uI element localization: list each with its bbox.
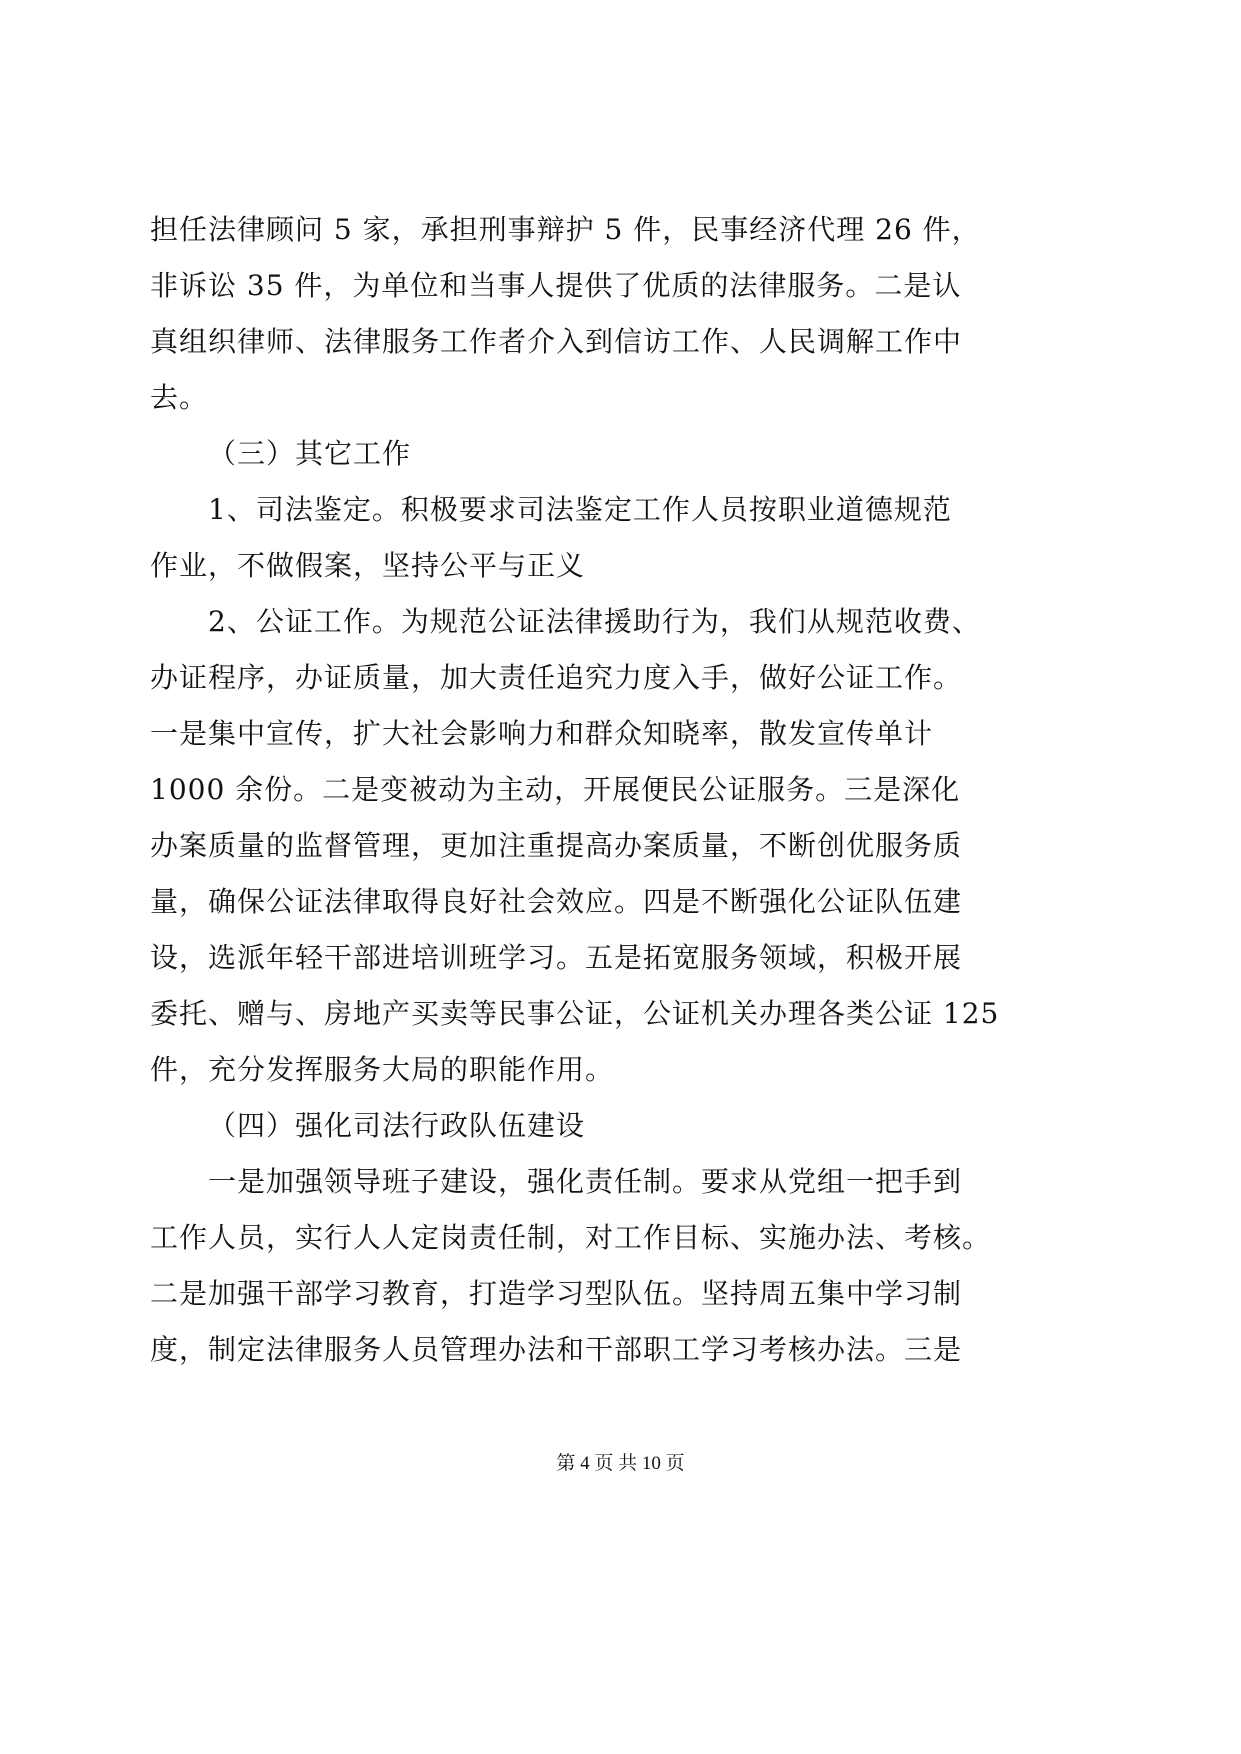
text-line: （四）强化司法行政队伍建设 — [208, 1109, 586, 1142]
text-line: 非诉讼 35 件，为单位和当事人提供了优质的法律服务。二是认 — [150, 269, 962, 302]
text-line: 去。 — [150, 381, 209, 414]
text-line: 一是加强领导班子建设，强化责任制。要求从党组一把手到 — [208, 1165, 963, 1198]
text-line: 设，选派年轻干部进培训班学习。五是拓宽服务领域，积极开展 — [150, 941, 963, 974]
text-line: 担任法律顾问 5 家，承担刑事辩护 5 件，民事经济代理 26 件， — [150, 213, 981, 246]
text-line: 工作人员，实行人人定岗责任制，对工作目标、实施办法、考核。 — [150, 1221, 992, 1254]
text-line: 2、公证工作。为规范公证法律援助行为，我们从规范收费、 — [208, 605, 981, 638]
text-line: 1000 余份。二是变被动为主动，开展便民公证服务。三是深化 — [150, 773, 961, 806]
text-line: （三）其它工作 — [208, 437, 412, 470]
text-line: 办证程序，办证质量，加大责任追究力度入手，做好公证工作。 — [150, 661, 963, 694]
text-line: 1、司法鉴定。积极要求司法鉴定工作人员按职业道德规范 — [208, 493, 952, 526]
text-line: 委托、赠与、房地产买卖等民事公证，公证机关办理各类公证 125 — [150, 997, 1000, 1030]
text-line: 件，充分发挥服务大局的职能作用。 — [150, 1053, 615, 1086]
text-line: 度，制定法律服务人员管理办法和干部职工学习考核办法。三是 — [150, 1333, 963, 1366]
text-line: 办案质量的监督管理，更加注重提高办案质量，不断创优服务质 — [150, 829, 963, 862]
text-line: 量，确保公证法律取得良好社会效应。四是不断强化公证队伍建 — [150, 885, 963, 918]
page-footer: 第 4 页 共 10 页 — [556, 1453, 685, 1474]
text-line: 作业，不做假案，坚持公平与正义 — [150, 549, 586, 582]
text-line: 二是加强干部学习教育，打造学习型队伍。坚持周五集中学习制 — [150, 1277, 963, 1310]
text-line: 真组织律师、法律服务工作者介入到信访工作、人民调解工作中 — [150, 325, 963, 358]
text-line: 一是集中宣传，扩大社会影响力和群众知晓率，散发宣传单计 — [150, 717, 934, 750]
document-body — [150, 202, 1000, 1378]
